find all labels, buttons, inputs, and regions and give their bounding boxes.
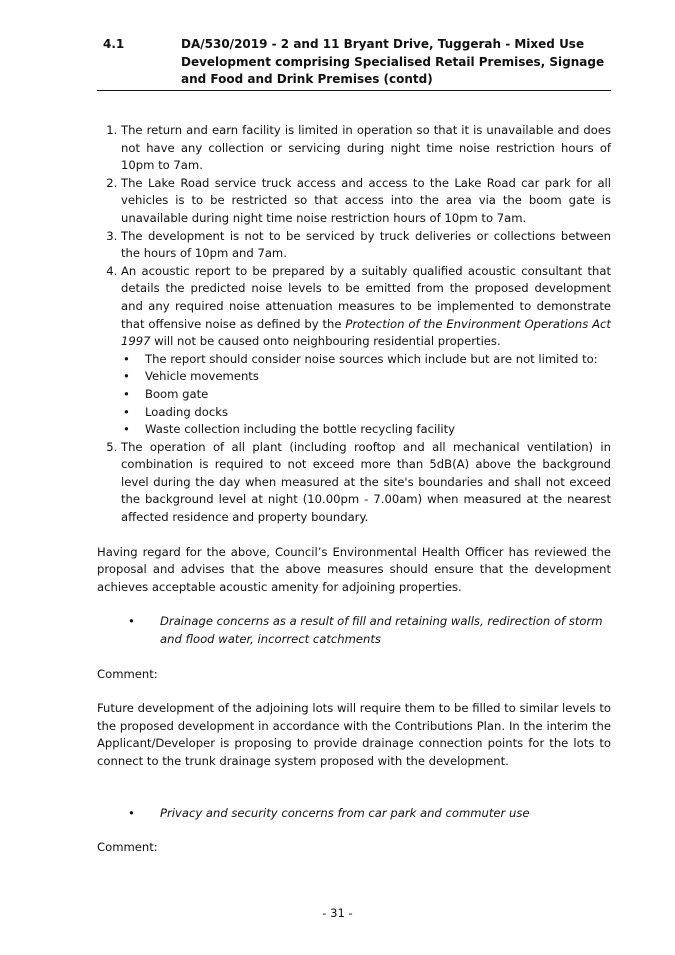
- sub-list-item: • Vehicle movements: [145, 368, 611, 386]
- concern-text: Privacy and security concerns from car park and commuter use: [160, 805, 530, 820]
- condition-item: 1. The return and earn facility is limited in operation so that it is unavailable and does not have any collection or servicing during night time noise restriction hours of 10pm to 7am.: [121, 122, 611, 175]
- concern-text: Drainage concerns as a result of fill and retaining walls, redirection of storm and flood water, incorrect catchments: [160, 614, 603, 647]
- condition-text: will not be caused onto neighbouring residential properties.: [150, 334, 501, 349]
- noise-sources-list: [121, 351, 611, 439]
- bullet-icon: •: [128, 614, 135, 629]
- section-title: DA/530/2019 - 2 and 11 Bryant Drive, Tuggerah - Mixed Use Development comprising Specialised Retail Premises, Signage and Food and Drink Premises (contd): [181, 37, 605, 86]
- act-name: Protection of the Environment Operations Act 1997: [121, 316, 611, 349]
- conditions-list: [97, 122, 611, 527]
- comment-label: Comment:: [97, 840, 158, 855]
- document-body: [97, 122, 611, 857]
- page-header: [97, 34, 611, 91]
- condition-item: 3. The development is not to be serviced by truck deliveries or collections between the hours of 10pm and 7am.: [121, 228, 611, 263]
- sub-list-item: • Loading docks: [145, 404, 611, 422]
- bullet-icon: •: [128, 805, 135, 820]
- page-number: - 31 -: [322, 906, 353, 920]
- condition-item: [121, 263, 611, 439]
- section-number: 4.1: [103, 37, 125, 51]
- condition-item: 2. The Lake Road service truck access and access to the Lake Road car park for all vehicles is to be restricted so that access into the area via the boom gate is unavailable during night time noise restriction hours of 10pm to 7am.: [121, 175, 611, 228]
- condition-item: 5. The operation of all plant (including rooftop and all mechanical ventilation) in combination is required to not exceed more than 5dB(A) above the background level during the day when measured at the site's boundaries and shall not exceed the background level at night (10.00pm - 7.00am) when measured at the nearest affected residence and property boundary.: [121, 439, 611, 527]
- condition-text: An acoustic report to be prepared by a suitably qualified acoustic consultant that details the predicted noise levels to be emitted from the proposed development and any required noise attenuation measures to be implemented to demonstrate that offensive noise as defined by the: [121, 263, 611, 331]
- sub-list-item: • The report should consider noise sources which include but are not limited to:: [145, 351, 611, 369]
- concern-drainage: [97, 613, 611, 648]
- concern-privacy: [97, 805, 611, 823]
- comment-label: Comment:: [97, 666, 158, 681]
- regard-paragraph: Having regard for the above, Council’s Environmental Health Officer has reviewed the proposal and advises that the above measures should ensure that the development achieves acceptable acoustic amenity for adjoining properties.: [97, 544, 611, 594]
- sub-list-item: • Waste collection including the bottle recycling facility: [145, 421, 611, 439]
- comment-paragraph: Future development of the adjoining lots will require them to be filled to similar levels to the proposed development in accordance with the Contributions Plan. In the interim the Applicant/Developer is proposing to provide drainage connection points for the lots to connect to the trunk drainage system proposed with the development.: [97, 701, 611, 768]
- sub-list-item: • Boom gate: [145, 386, 611, 404]
